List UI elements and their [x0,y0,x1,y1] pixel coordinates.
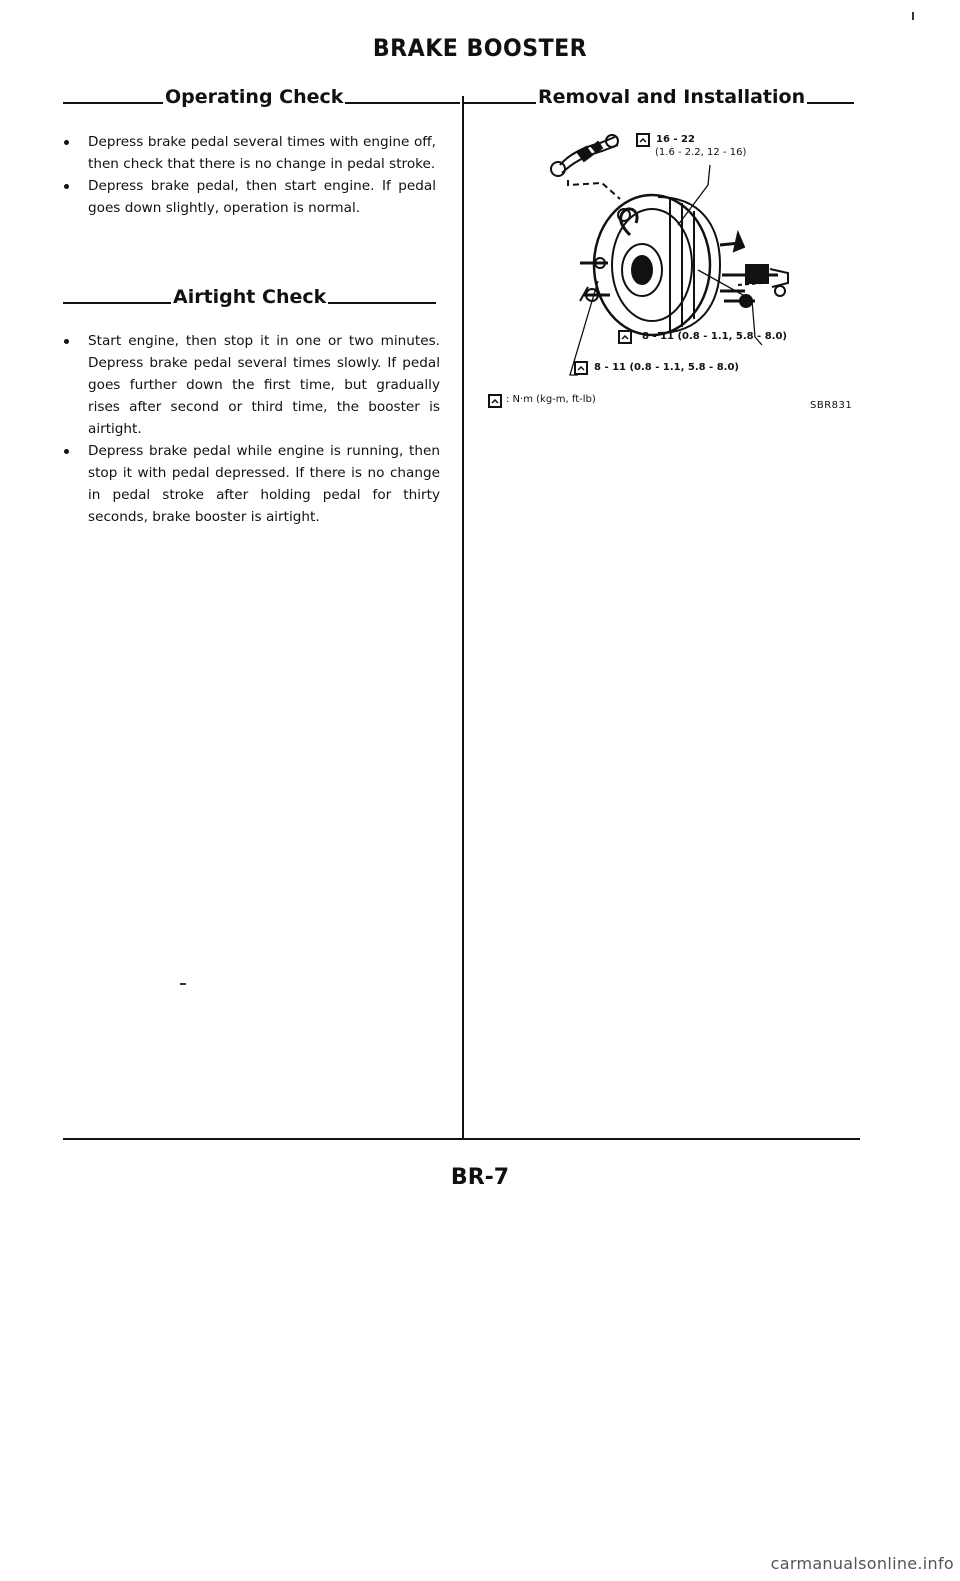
scan-mark [912,12,914,20]
brake-booster-figure [540,125,800,390]
list-item: Depress brake pedal while engine is running, then stop it with pedal depressed. If there is no change in pedal stroke after holding pedal for thirty seconds, brake booster is airtight. [60,440,440,528]
bottom-rule [63,1138,860,1140]
list-item: Start engine, then stop it in one or two minutes. Depress brake pedal several times slowly. If pedal goes further down the first time, but gradually rises after second or third time, the booster is airtight. [60,330,440,440]
figure-legend [488,393,688,409]
page-number: BR-7 [450,1165,510,1190]
removal-installation-heading [464,86,854,108]
torque-wrench-icon [618,330,632,344]
operating-check-list [60,131,436,219]
torque-value-lower: 8 - 11 (0.8 - 1.1, 5.8 - 8.0) [594,362,739,373]
torque-value-middle: 8 - 11 (0.8 - 1.1, 5.8 - 8.0) [642,331,787,342]
airtight-check-title: Airtight Check [173,286,327,308]
scan-mark [180,983,186,985]
heading-rule [63,302,171,304]
legend-units: : N·m (kg-m, ft-lb) [506,394,596,405]
page-title: BRAKE BOOSTER [372,34,588,62]
list-item: Depress brake pedal, then start engine. If pedal goes down slightly, operation is normal. [60,175,436,219]
heading-rule [345,102,460,104]
airtight-check-list [60,330,440,528]
heading-rule [807,102,854,104]
torque-wrench-icon [488,394,502,408]
list-item: Depress brake pedal several times with engine off, then check that there is no change in pedal stroke. [60,131,436,175]
torque-wrench-icon [636,133,650,147]
column-divider [462,96,464,1140]
vacuum-hose-clamp [551,135,620,199]
torque-wrench-icon [574,361,588,375]
heading-rule [63,102,163,104]
airtight-check-heading [63,286,436,308]
watermark: carmanualsonline.info [770,1554,954,1573]
removal-installation-title: Removal and Installation [538,86,806,108]
torque-value-top: 16 - 22 [656,134,695,145]
operating-check-title: Operating Check [165,86,344,108]
figure-code: SBR831 [810,400,853,411]
operating-check-heading [63,86,460,108]
booster-body [594,195,720,335]
heading-rule [464,102,536,104]
torque-value-top-imperial: (1.6 - 2.2, 12 - 16) [655,147,747,158]
heading-rule [328,302,436,304]
push-rod-clevis [720,233,788,307]
